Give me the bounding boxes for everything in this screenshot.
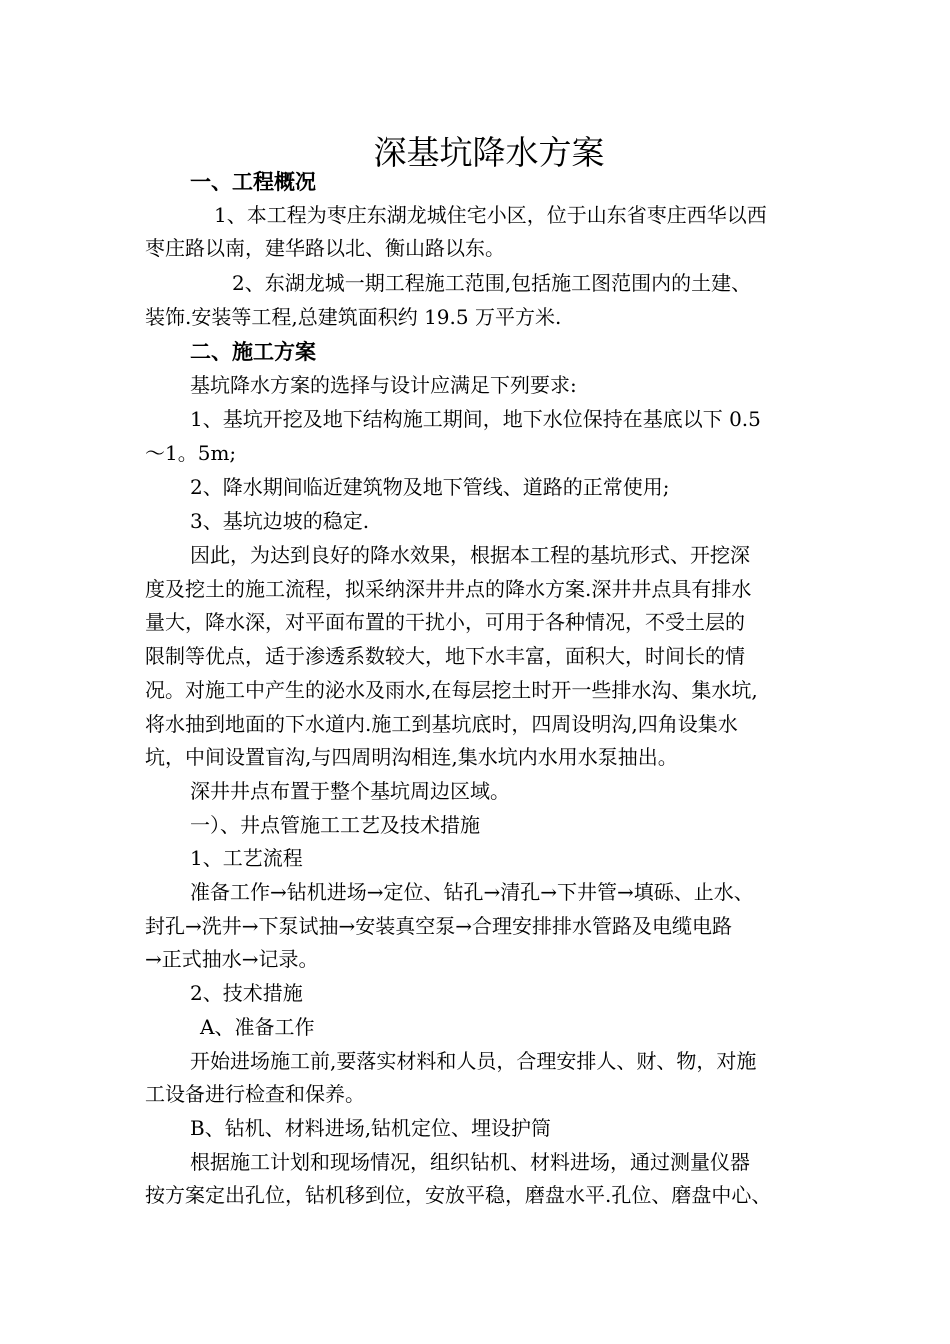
prep-work-line: 工设备进行检查和保养。 (145, 1082, 365, 1106)
requirement-1-line1: 1、基坑开挖及地下结构施工期间，地下水位保持在基底以下 0.5 (190, 407, 761, 431)
process-flow-line: 封孔→洗井→下泵试抽→安装真空泵→合理安排排水管路及电缆电路 (145, 914, 733, 938)
drill-setup-line: 按方案定出孔位，钻机移到位，安放平稳，磨盘水平.孔位、磨盘中心、 (145, 1183, 772, 1207)
para-line: 因此，为达到良好的降水效果，根据本工程的基坑形式、开挖深 (190, 543, 750, 567)
tech-measures-heading: 2、技术措施 (190, 981, 303, 1005)
overview-para1-line1: 1、本工程为枣庄东湖龙城住宅小区，位于山东省枣庄西华以西 (214, 203, 767, 227)
section-heading-plan: 二、施工方案 (190, 340, 316, 364)
para-line: 况。对施工中产生的泌水及雨水,在每层挖土时开一些排水沟、集水坑, (145, 678, 758, 702)
well-layout-note: 深井井点布置于整个基坑周边区域。 (190, 779, 510, 803)
para-line: 量大，降水深，对平面布置的干扰小，可用于各种情况，不受土层的 (145, 610, 745, 634)
process-flow-line: →正式抽水→记录。 (145, 947, 319, 971)
subsection-heading-wellpoint: 一）、井点管施工工艺及技术措施 (190, 813, 480, 837)
prep-work-heading: A、准备工作 (200, 1015, 315, 1039)
plan-intro: 基坑降水方案的选择与设计应满足下列要求: (190, 373, 577, 397)
para-line: 将水抽到地面的下水道内.施工到基坑底时，四周设明沟,四角设集水 (145, 712, 738, 736)
drill-setup-line: 根据施工计划和现场情况，组织钻机、材料进场，通过测量仪器 (190, 1150, 750, 1174)
requirement-2: 2、降水期间临近建筑物及地下管线、道路的正常使用; (190, 475, 670, 499)
overview-para2-line2: 装饰.安装等工程,总建筑面积约 19.5 万平方米. (145, 305, 562, 329)
document-title: 深基坑降水方案 (373, 133, 605, 172)
para-line: 坑，中间设置盲沟,与四周明沟相连,集水坑内水用水泵抽出。 (145, 745, 678, 769)
drill-setup-heading: B、钻机、材料进场,钻机定位、埋设护筒 (190, 1116, 552, 1140)
prep-work-line: 开始进场施工前,要落实材料和人员，合理安排人、财、物，对施 (190, 1049, 757, 1073)
process-flow-line: 准备工作→钻机进场→定位、钻孔→清孔→下井管→填砾、止水、 (190, 880, 754, 904)
para-line: 度及挖土的施工流程，拟采纳深井井点的降水方案.深井井点具有排水 (145, 577, 752, 601)
overview-para2-line1: 2、东湖龙城一期工程施工范围,包括施工图范围内的土建、 (232, 271, 752, 295)
requirement-1-line2: ～1。5m; (145, 441, 237, 465)
section-heading-overview: 一、工程概况 (190, 170, 316, 194)
overview-para1-line2: 枣庄路以南，建华路以北、衡山路以东。 (145, 236, 505, 260)
requirement-3: 3、基坑边坡的稳定. (190, 509, 370, 533)
process-flow-heading: 1、工艺流程 (190, 846, 303, 870)
para-line: 限制等优点，适于渗透系数较大，地下水丰富，面积大，时间长的情 (145, 644, 745, 668)
